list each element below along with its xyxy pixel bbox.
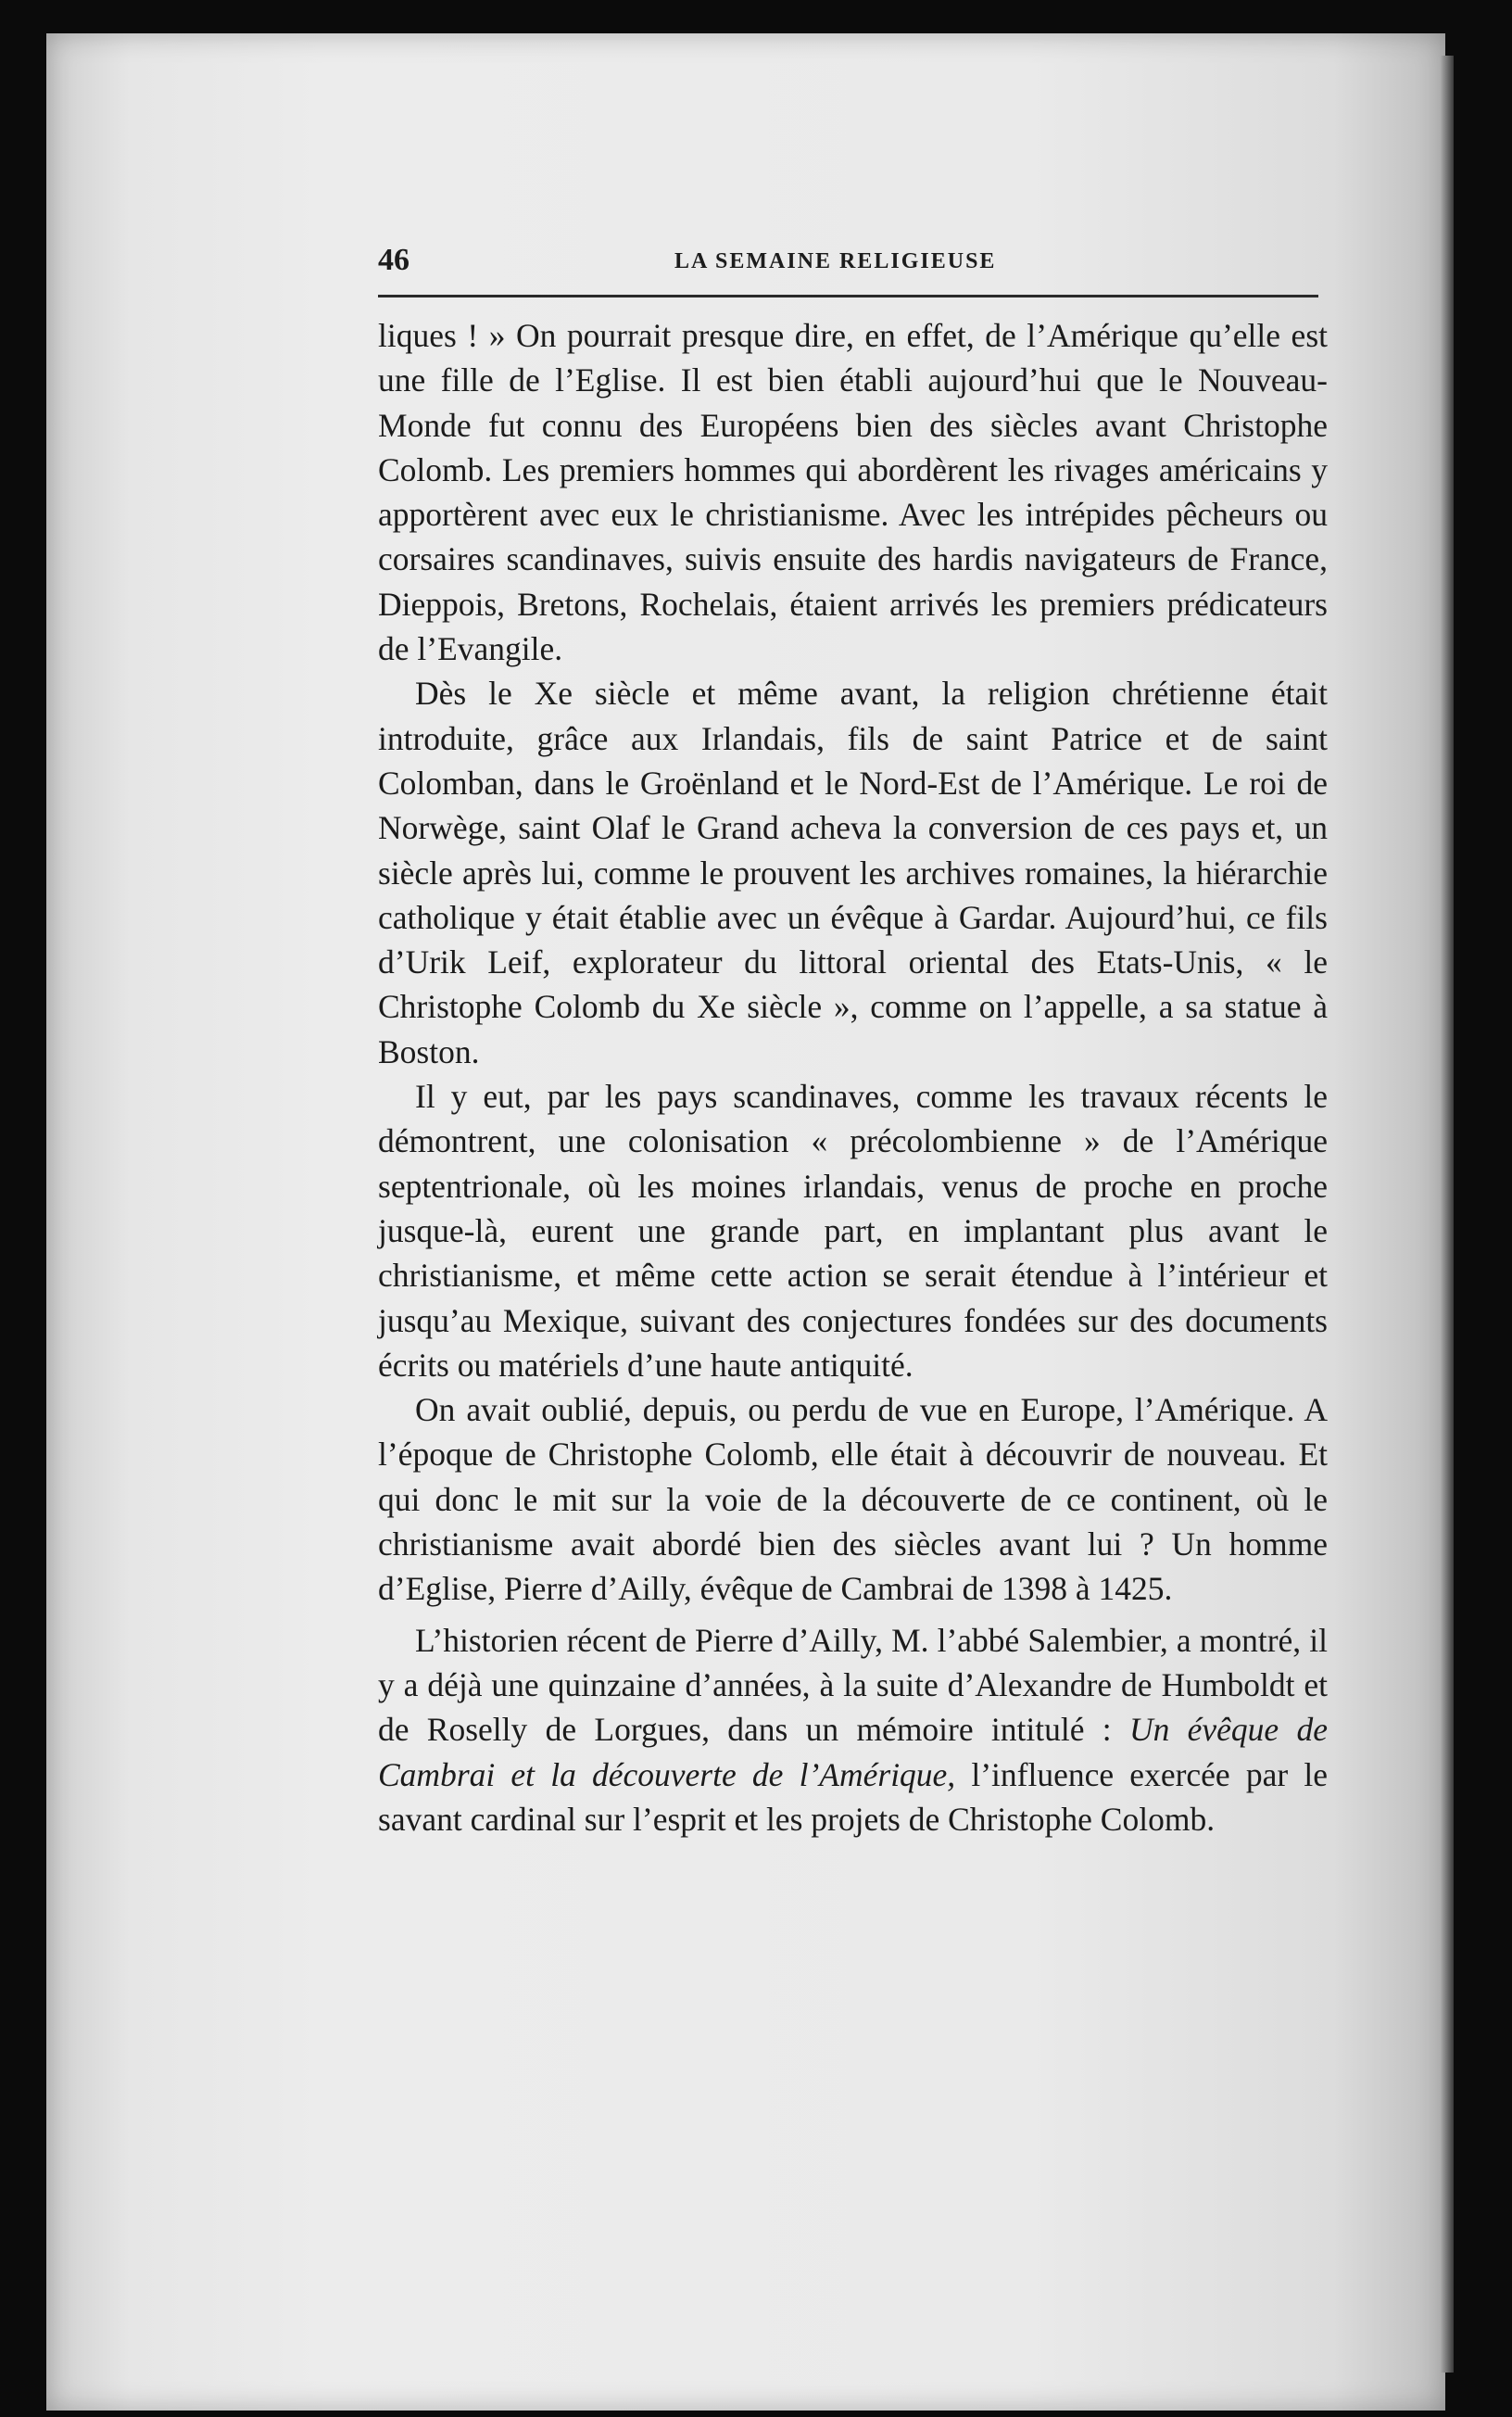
page-edge	[1441, 56, 1454, 2373]
paragraph: Il y eut, par les pays scandinaves, comme les travaux récents le démontrent, une colonisation « précolombienne » de l’Amérique septentrionale, où les moines irlandais, venus de proche en proche jusque-là, eurent une grande part, en implantant plus avant le christianisme, et même cette action se serait étendue à l’intérieur et jusqu’au Mexique, suivant des conjectures fondées sur des documents écrits ou matériels d’une haute antiquité.	[378, 1078, 1328, 1384]
paragraph: liques ! » On pourrait presque dire, en effet, de l’Amérique qu’elle est une fille de l’Eglise. Il est bien établi aujourd’hui que le Nouveau-Monde fut connu des Européens bien des siècles avant Christophe Colomb. Les premiers hommes qui abordèrent les rivages américains y apportèrent avec eux le christianisme. Avec les intrépides pêcheurs ou corsaires scandinaves, suivis ensuite des hardis navigateurs de France, Dieppois, Bretons, Rochelais, étaient arrivés les premiers prédicateurs de l’Evangile.	[378, 317, 1328, 668]
running-head	[378, 243, 1318, 289]
work-title: Un évêque de Cambrai et la découverte de l’Amérique,	[378, 1711, 1328, 1793]
header-rule	[378, 295, 1318, 297]
body-text	[378, 313, 1328, 1841]
page-number: 46	[378, 243, 410, 277]
paragraph-text: l’influence exercée par le savant cardinal sur l’esprit et les projets de Christophe Colomb.	[378, 1755, 1328, 1838]
paragraph-text: L’historien récent de Pierre d’Ailly, M. l’abbé Salembier, a montré, il y a déjà une quinzaine d’années, à la suite d’Alexandre de Humboldt et de Roselly de Lorgues, dans un mémoire intitulé :	[378, 1621, 1328, 1749]
paragraph: Dès le Xe siècle et même avant, la religion chrétienne était introduite, grâce aux Irlandais, fils de saint Patrice et de saint Colomban, dans le Groënland et le Nord-Est de l’Amérique. Le roi de Norwège, saint Olaf le Grand acheva la conversion de ces pays et, un siècle après lui, comme le prouvent les archives romaines, la hiérarchie catholique y était établie avec un évêque à Gardar. Aujourd’hui, ce fils d’Urik Leif, explorateur du littoral oriental des Etats-Unis, « le Christophe Colomb du Xe siècle », comme on l’appelle, a sa statue à Boston.	[378, 675, 1328, 1070]
running-title: LA SEMAINE RELIGIEUSE	[674, 249, 997, 273]
paragraph	[378, 1618, 1328, 1841]
paragraph: On avait oublié, depuis, ou perdu de vue en Europe, l’Amérique. A l’époque de Christophe Colomb, elle était à découvrir de nouveau. Et qui donc le mit sur la voie de la découverte de ce continent, où le christianisme avait abordé bien des siècles avant lui ? Un homme d’Eglise, Pierre d’Ailly, évêque de Cambrai de 1398 à 1425.	[378, 1391, 1328, 1608]
